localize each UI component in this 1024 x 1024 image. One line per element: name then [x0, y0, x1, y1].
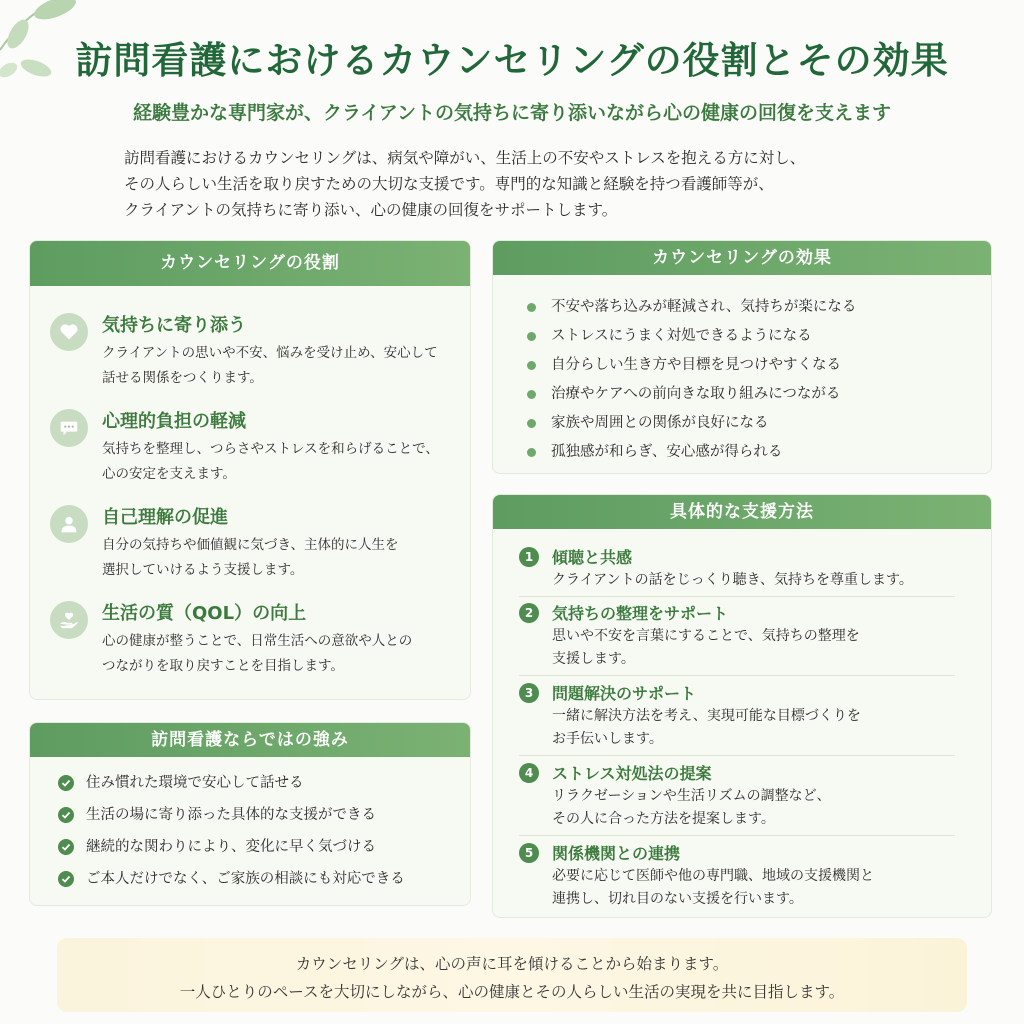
effect-text: 家族や周囲との関係が良好になる: [551, 415, 769, 431]
list-item: [527, 293, 856, 322]
list-item: [58, 799, 405, 831]
strengths-list: [58, 767, 405, 895]
list-item: [58, 767, 405, 799]
list-item: [58, 863, 405, 895]
method-desc-line: 思いや不安を言葉にすることで、気持ちの整理を: [552, 628, 860, 644]
effect-text: 孤独感が和らぎ、安心感が得られる: [551, 444, 783, 460]
method-number: 3: [519, 683, 539, 703]
roles-card-header: カウンセリングの役割: [30, 241, 470, 286]
bullet-dot-icon: [527, 361, 536, 370]
effects-card: [492, 240, 992, 474]
list-item: [58, 831, 405, 863]
check-circle-icon: [58, 839, 74, 855]
list-item: [527, 351, 856, 380]
role-desc: [102, 437, 462, 487]
bullet-dot-icon: [527, 390, 536, 399]
role-desc-line: 心の健康が整うことで、日常生活への意欲や人との: [102, 633, 413, 649]
method-title: 傾聴と共感: [552, 548, 633, 567]
speech-bubble-icon: [50, 409, 88, 447]
role-title: 心理的負担の軽減: [102, 411, 246, 432]
footer-message: [57, 938, 967, 1012]
role-desc: [102, 341, 462, 391]
heart-icon: [50, 313, 88, 351]
bullet-dot-icon: [527, 332, 536, 341]
list-item: [527, 409, 856, 438]
method-title: 気持ちの整理をサポート: [552, 604, 729, 623]
bullet-dot-icon: [527, 303, 536, 312]
strength-text: ご本人だけでなく、ご家族の相談にも対応できる: [86, 871, 405, 887]
method-desc: [552, 625, 860, 671]
method-desc-line: お手伝いします。: [552, 731, 663, 747]
intro-line: クライアントの気持ちに寄り添い、心の健康の回復をサポートします。: [124, 201, 618, 219]
method-number: 2: [519, 603, 539, 623]
check-circle-icon: [58, 807, 74, 823]
roles-card: [29, 240, 471, 700]
bullet-dot-icon: [527, 419, 536, 428]
effect-text: 不安や落ち込みが軽減され、気持ちが楽になる: [551, 299, 857, 315]
method-desc-line: その人に合った方法を提案します。: [552, 811, 775, 827]
bullet-dot-icon: [527, 448, 536, 457]
role-desc-line: 自分の気持ちや価値観に気づき、主体的に人生を: [102, 537, 399, 553]
role-desc-line: つながりを取り戻すことを目指します。: [102, 658, 344, 674]
strengths-card-header: 訪問看護ならではの強み: [30, 723, 470, 757]
strength-text: 住み慣れた環境で安心して話せる: [86, 775, 304, 791]
method-title: ストレス対処法の提案: [552, 764, 712, 783]
role-title: 生活の質（QOL）の向上: [102, 603, 307, 624]
role-title: 自己理解の促進: [102, 507, 228, 528]
list-item: [527, 438, 856, 467]
footer-line: 一人ひとりのペースを大切にしながら、心の健康とその人らしい生活の実現を共に目指します。: [179, 983, 845, 1001]
page-title: 訪問看護におけるカウンセリングの役割とその効果: [75, 39, 949, 82]
method-desc-line: 必要に応じて医師や他の専門職、地域の支援機関と: [552, 868, 874, 884]
role-desc: [102, 629, 462, 679]
method-desc-line: 支援します。: [552, 651, 635, 667]
method-title: 問題解決のサポート: [552, 684, 697, 703]
check-circle-icon: [58, 775, 74, 791]
divider: [519, 596, 955, 597]
list-item: [527, 322, 856, 351]
list-item: [527, 380, 856, 409]
strength-text: 継続的な関わりにより、変化に早く気づける: [86, 839, 376, 855]
check-circle-icon: [58, 871, 74, 887]
methods-card-header: 具体的な支援方法: [493, 495, 991, 529]
method-desc: [552, 785, 831, 831]
method-desc-line: リラクゼーションや生活リズムの調整など、: [552, 788, 831, 804]
role-desc-line: 気持ちを整理し、つらさやストレスを和らげることで、: [102, 441, 439, 457]
role-desc-line: クライアントの思いや不安、悩みを受け止め、安心して: [102, 345, 438, 361]
page-subtitle: 経験豊かな専門家が、クライアントの気持ちに寄り添いながら心の健康の回復を支えます: [132, 102, 892, 124]
method-number: 1: [519, 547, 539, 567]
divider: [519, 675, 955, 676]
method-desc: [552, 705, 861, 751]
strengths-card: [29, 722, 471, 906]
effects-list: [527, 293, 856, 467]
role-title: 気持ちに寄り添う: [102, 315, 246, 336]
effects-card-header: カウンセリングの効果: [493, 241, 991, 275]
strength-text: 生活の場に寄り添った具体的な支援ができる: [86, 807, 376, 823]
method-desc: [552, 569, 913, 592]
method-title: 関係機関との連携: [552, 844, 681, 863]
footer-line: カウンセリングは、心の声に耳を傾けることから始まります。: [295, 955, 729, 973]
intro-line: 訪問看護におけるカウンセリングは、病気や障がい、生活上の不安やストレスを抱える方に対し、: [124, 149, 806, 167]
divider: [519, 755, 955, 756]
role-desc-line: 選択していけるよう支援します。: [102, 562, 304, 578]
effect-text: 自分らしい生き方や目標を見つけやすくなる: [551, 357, 841, 373]
person-icon: [50, 505, 88, 543]
method-desc-line: クライアントの話をじっくり聴き、気持ちを尊重します。: [552, 572, 913, 588]
heart-hand-icon: [50, 601, 88, 639]
divider: [519, 835, 955, 836]
intro-line: その人らしい生活を取り戻すための大切な支援です。専門的な知識と経験を持つ看護師等が、: [124, 175, 774, 193]
role-desc: [102, 533, 462, 583]
method-desc-line: 連携し、切れ目のない支援を行います。: [552, 891, 803, 907]
effect-text: ストレスにうまく対処できるようになる: [551, 328, 812, 344]
intro-text: [124, 145, 924, 223]
role-desc-line: 話せる関係をつくります。: [102, 370, 263, 386]
method-desc-line: 一緒に解決方法を考え、実現可能な目標づくりを: [552, 708, 861, 724]
effect-text: 治療やケアへの前向きな取り組みにつながる: [551, 386, 841, 402]
method-number: 5: [519, 843, 539, 863]
method-number: 4: [519, 763, 539, 783]
method-desc: [552, 865, 874, 911]
role-desc-line: 心の安定を支えます。: [102, 466, 236, 482]
methods-card: [492, 494, 992, 918]
